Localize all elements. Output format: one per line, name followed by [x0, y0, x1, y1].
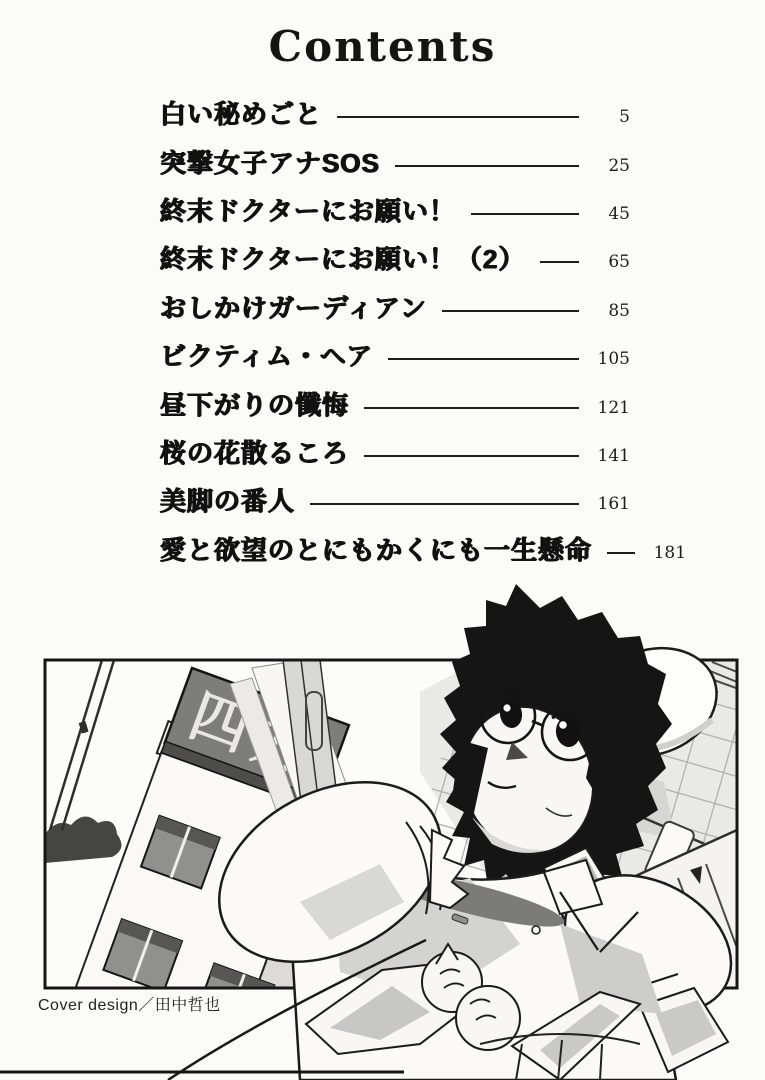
toc-entry-page: 25: [608, 155, 630, 176]
toc-entry: [160, 380, 630, 428]
leader-line: [607, 552, 635, 554]
toc-entry: [160, 526, 687, 574]
toc-entry: [160, 332, 630, 380]
toc-entry-page: 65: [608, 252, 630, 273]
toc-entry-page: 121: [597, 397, 630, 418]
toc-entry: [160, 138, 630, 186]
toc-entry-title: 終末ドクターにお願い！: [160, 195, 456, 226]
toc-entry: [160, 284, 630, 332]
toc-entry: [160, 187, 630, 235]
leader-line: [442, 310, 579, 312]
toc-entry-page: 141: [597, 445, 630, 466]
toc-entry-title: 突撃女子アナSOS: [160, 147, 380, 178]
leader-line: [337, 116, 579, 118]
leader-line: [395, 165, 579, 167]
toc-entry-title: 愛と欲望のとにもかくにも一生懸命: [160, 534, 593, 565]
leader-line: [364, 455, 579, 457]
leader-line: [310, 503, 579, 505]
leader-line: [471, 213, 579, 215]
leader-line: [388, 358, 579, 360]
toc-entry-title: 美脚の番人: [160, 486, 296, 517]
toc-entry-title: 終末ドクターにお願い！（2）: [160, 244, 526, 275]
toc-entry-page: 161: [597, 494, 630, 515]
leader-line: [364, 407, 579, 409]
page-title: Contents: [268, 22, 497, 71]
toc-entry-title: 昼下がりの懺悔: [160, 389, 350, 420]
toc-entry: [160, 429, 630, 477]
toc-entry-title: 白い秘めごと: [160, 99, 323, 130]
toc-entry-page: 105: [597, 349, 630, 370]
toc-entry-title: 桜の花散るころ: [160, 437, 350, 468]
toc-entry-title: おしかけガーディアン: [160, 292, 427, 323]
toc-entry: [160, 477, 630, 525]
leader-line: [540, 261, 579, 263]
toc-entry-page: 85: [608, 300, 630, 321]
toc-entry-page: 181: [653, 542, 687, 563]
toc-entry: [160, 90, 630, 138]
toc-entry-page: 5: [619, 107, 630, 128]
toc-list: [160, 90, 687, 574]
toc-entry: [160, 235, 630, 283]
cover-credit: Cover design／田中哲也: [38, 997, 221, 1014]
toc-entry-title: ビクティム・ヘア: [160, 341, 374, 372]
toc-entry-page: 45: [608, 203, 630, 224]
